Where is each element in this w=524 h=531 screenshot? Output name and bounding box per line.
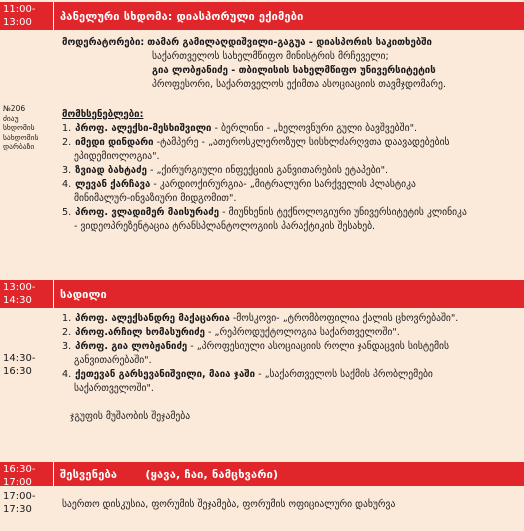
speakers-label: მომხსენებლები:	[62, 109, 144, 120]
closing-text: საერთო დისკუსია, ფორუმის შეჯამება, ფორუმის ოფიციალური დახურვა	[62, 499, 396, 510]
session1-title: პანელური სხდომა: დიასპორული ექიმები	[60, 9, 304, 23]
talk-number: 1.	[62, 313, 72, 324]
moderators-label: მოდერატორები:	[62, 37, 145, 48]
session2-summary: ჯგუფის მუშაობის შეჯამება	[70, 411, 191, 422]
speaker-text: - ბერლინი - „ხელოვნური გული ბავშვებში".	[211, 123, 418, 134]
coffee-time: 16:30- 17:00	[0, 462, 54, 486]
room-label: №206 ძიაუ სხდომის სახდომის დარბაზი	[3, 104, 39, 151]
talk-item	[62, 354, 516, 368]
moderator2-line2: პროფესორი, საქართველოს ექიმთა ასოციაციის თავმჯდომარე.	[152, 79, 446, 90]
talk-item	[62, 340, 516, 354]
speaker-text: - ვიდეოპრეზენტაცია ტრანსპლანტოლოგიის პარაქტიკის შესახებ.	[74, 221, 376, 232]
talk-item	[62, 382, 516, 396]
speaker-text: -ტამპერე - „ათეროსკლეროზულ სისხლძარღვთა დაავადებების	[153, 137, 450, 148]
talk-text: განვითარებაში".	[74, 355, 152, 366]
speaker-number: 2.	[62, 137, 72, 148]
closing-time: 17:00- 17:30	[3, 491, 36, 515]
session2-time: 14:30- 16:30	[3, 353, 36, 377]
session1-speakers	[62, 108, 516, 234]
session1-moderators	[62, 36, 516, 92]
lunch-time: 13:00- 14:30	[0, 280, 54, 308]
moderator1-line1: თამარ გამილაღდიშვილი-გაგუა - დიასპორის საკითხებში	[147, 37, 432, 48]
lunch-header	[0, 280, 524, 308]
speaker-number: 3.	[62, 165, 72, 176]
session2-items	[62, 312, 516, 396]
speaker-number: 4.	[62, 179, 72, 190]
moderator2-line1: გია ლობჟანიძე - თბილისის სახელმწიფო უნივერსიტეტის	[152, 65, 436, 76]
speaker-text: - მიუნხენის ტექნოლოგიური უნივერსიტეტის კლინიკა	[219, 207, 467, 218]
speaker-item	[62, 220, 516, 234]
speaker-number: 1.	[62, 123, 72, 134]
talk-text: -მოსკოვი- „ტრომბოფილია ქალის ცხოვრებაში".	[229, 313, 459, 324]
session1-header	[0, 2, 524, 30]
talk-name: პროფ. გია ლობჟანიძე	[75, 341, 188, 352]
speaker-item	[62, 150, 516, 164]
speaker-name: ზვიად ბახტაძე	[75, 165, 147, 176]
speakers-list	[62, 122, 516, 234]
speaker-text: ეპიდემიოლოგია".	[74, 151, 160, 162]
speaker-item	[62, 178, 516, 192]
speaker-item	[62, 122, 516, 136]
talk-name: ქეთევან გარსევანიშვილი, მაია ჯაში	[75, 369, 256, 380]
talk-text: საქართველოში".	[74, 383, 154, 394]
talk-number: 2.	[62, 327, 72, 338]
coffee-header	[0, 462, 524, 486]
talk-item	[62, 368, 516, 382]
talk-text: - „საქართველოს საქმის პრობლემები	[255, 369, 433, 380]
talk-text: - „პროფესიული ასოციაციის როლი ჯანდაცვის სისტემის	[187, 341, 449, 352]
speaker-name: იმედი დინდარი	[75, 137, 154, 148]
speaker-name: პროფ. ვლადიმერ მაისურაძე	[75, 207, 220, 218]
speaker-number: 5.	[62, 207, 72, 218]
talk-item	[62, 326, 516, 340]
speaker-text: - კარდიოქირურგია- „მიტრალური სარქველის პლასტიკა	[150, 179, 416, 190]
session1-time: 11:00- 13:00	[0, 2, 54, 30]
moderator1-line2: საქართველოს სახელმწიფო მინისტრის მრჩეველი;	[152, 51, 389, 62]
talk-name: პროფ.არჩილ ხომასურიძე	[75, 327, 205, 338]
talk-text: - „რეპროდუქტოლოგია საქართველოში".	[204, 327, 400, 338]
speaker-item	[62, 136, 516, 150]
speaker-item	[62, 192, 516, 206]
talk-number: 4.	[62, 369, 72, 380]
speaker-name: ლევან ქარჩავა	[75, 179, 151, 190]
lunch-title: სადილი	[60, 287, 107, 301]
talk-number: 3.	[62, 341, 72, 352]
talk-item	[62, 312, 516, 326]
coffee-title: შესვენება (ყავა, ჩაი, ნამცხვარი)	[60, 467, 279, 481]
speaker-text: - „ქირურგიული ინფექციის განვითარების ეტაპები".	[146, 165, 389, 176]
speaker-item	[62, 164, 516, 178]
talk-name: პროფ. ალექსანდრე მაქაცარია	[75, 313, 230, 324]
speaker-name: პროფ. ალექსი-მესხიშვილი	[75, 123, 212, 134]
speaker-text: მინიმალურ-ინვაზიური მიდგომით".	[74, 193, 237, 204]
session2-list	[62, 312, 516, 424]
speaker-item	[62, 206, 516, 220]
